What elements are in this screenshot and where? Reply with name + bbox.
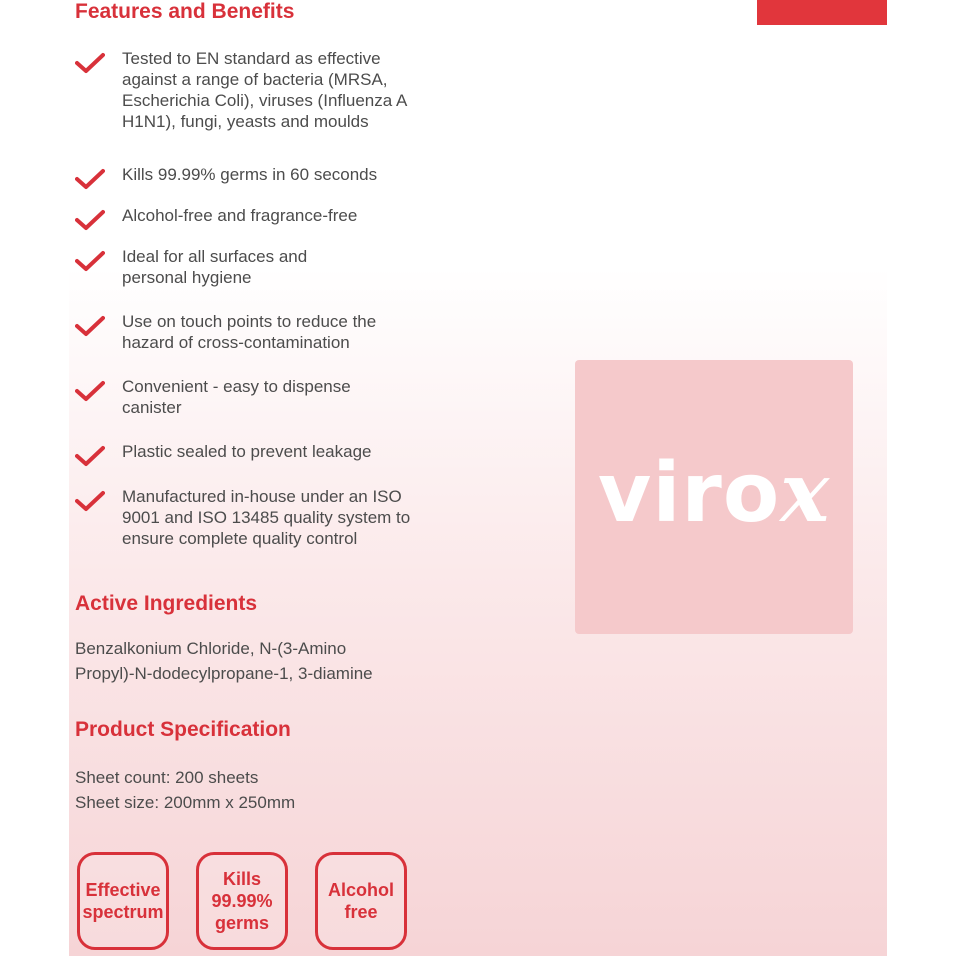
feature-text: Tested to EN standard as effective against a range of bacteria (MRSA, Escherichia Coli), viruses (Influenza A H1N1), fungi, yeasts and moulds — [122, 49, 408, 131]
product-specification-heading: Product Specification — [75, 718, 291, 741]
check-icon — [75, 52, 105, 74]
check-icon — [75, 250, 105, 272]
feature-text: Ideal for all surfaces and personal hygiene — [122, 247, 308, 287]
check-icon — [75, 445, 105, 467]
feature-text: Convenient - easy to dispense canister — [122, 377, 351, 417]
corner-accent-bar — [757, 0, 887, 25]
check-icon — [75, 315, 105, 337]
badge-text: Alcohol free — [328, 880, 394, 922]
virox-logo — [575, 360, 853, 634]
feature-text: Alcohol-free and fragrance-free — [122, 206, 358, 225]
badge-alcohol-free — [315, 852, 407, 950]
product-specification-text: Sheet count: 200 sheets Sheet size: 200mm x 250mm — [75, 768, 296, 812]
check-icon — [75, 209, 105, 231]
feature-text: Plastic sealed to prevent leakage — [122, 442, 372, 461]
badge-text: Kills 99.99% germs — [211, 869, 273, 933]
check-icon — [75, 168, 105, 190]
active-ingredients-heading: Active Ingredients — [75, 592, 258, 615]
logo-text-x: x — [780, 445, 831, 541]
logo-wordmark — [598, 445, 830, 541]
features-heading: Features and Benefits — [75, 0, 295, 23]
badge-text: Effective spectrum — [82, 880, 164, 922]
active-ingredients-text: Benzalkonium Chloride, N-(3-Amino Propyl)-N-dodecylpropane-1, 3-diamine — [75, 639, 373, 683]
check-icon — [75, 490, 105, 512]
check-icon — [75, 380, 105, 402]
badge-kills-germs — [196, 852, 288, 950]
feature-text: Manufactured in-house under an ISO 9001 and ISO 13485 quality system to ensure complete quality control — [122, 487, 411, 548]
feature-text: Kills 99.99% germs in 60 seconds — [122, 165, 378, 184]
badge-effective-spectrum — [77, 852, 169, 950]
logo-text-main: viro — [597, 446, 781, 541]
feature-text: Use on touch points to reduce the hazard of cross-contamination — [122, 312, 377, 352]
